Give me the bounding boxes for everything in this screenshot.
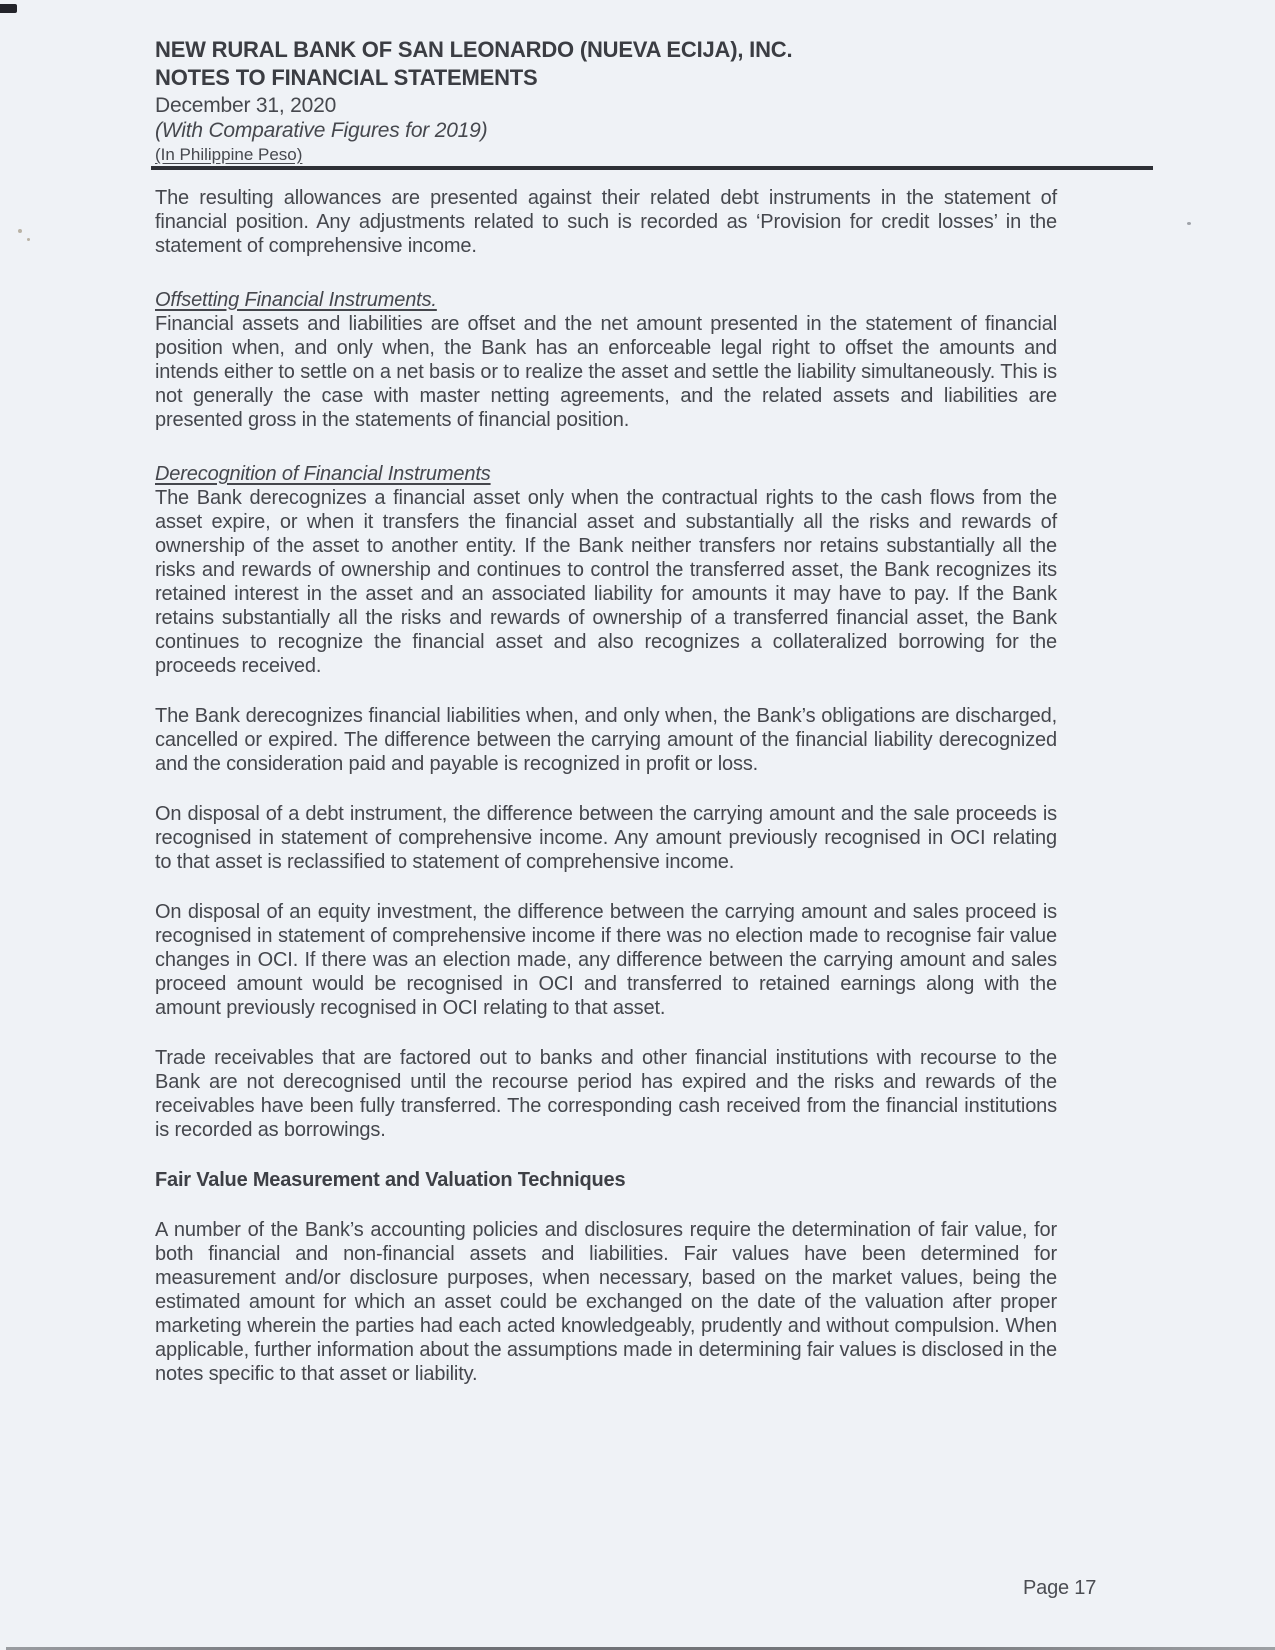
- body-paragraph: The Bank derecognizes financial liabilities when, and only when, the Bank’s obligations are discharged, cancelled or expired. The difference between the carrying amount of the financial liability derecognized and the consideration paid and payable is recognized in profit or loss.: [155, 705, 1057, 775]
- bank-name: NEW RURAL BANK OF SAN LEONARDO (NUEVA ECIJA), INC.: [155, 37, 793, 62]
- subsection-heading: Derecognition of Financial Instruments: [155, 463, 491, 485]
- comparative-figures-note: (With Comparative Figures for 2019): [155, 119, 488, 142]
- body-paragraph: Trade receivables that are factored out to banks and other financial institutions with recourse to the Bank are not derecognised until the recourse period has expired and the risks and rewards of the receivables have been fully transferred. The corresponding cash received from the financial institutions is recorded as borrowings.: [155, 1047, 1057, 1141]
- body-paragraph: A number of the Bank’s accounting policies and disclosures require the determination of fair value, for both financial and non-financial assets and liabilities. Fair values have been determined for measurement and/or disclosure purposes, when necessary, based on the market values, being the estimated amount for which an asset could be exchanged on the date of the valuation after proper marketing wherein the parties had each acted knowledgeably, prudently and without compulsion. When applicable, further information about the assumptions made in determining fair values is disclosed in the notes specific to that asset or liability.: [155, 1219, 1057, 1385]
- document-content: [155, 36, 1057, 1386]
- document-header: [155, 36, 1057, 170]
- scan-artifact-top-left: [0, 4, 17, 13]
- scan-speck: [27, 238, 30, 241]
- header-rule: [151, 166, 1153, 170]
- body-paragraph: The Bank derecognizes a financial asset only when the contractual rights to the cash flows from the asset expire, or when it transfers the financial asset and substantially all the risks and rewards of ownership of the asset to another entity. If the Bank neither transfers nor retains substantially all the risks and rewards of ownership and continues to control the transferred asset, the Bank recognizes its retained interest in the asset and an associated liability for amounts it may have to pay. If the Bank retains substantially all the risks and rewards of ownership of a transferred financial asset, the Bank continues to recognize the financial asset and also recognizes a collateralized borrowing for the proceeds received.: [155, 487, 1057, 677]
- scan-speck: [18, 229, 22, 233]
- body-paragraph: The resulting allowances are presented against their related debt instruments in the statement of financial position. Any adjustments related to such is recorded as ‘Provision for credit losses’ in the statement of comprehensive income.: [155, 187, 1057, 257]
- document-title: NOTES TO FINANCIAL STATEMENTS: [155, 65, 538, 90]
- body-paragraph: On disposal of a debt instrument, the difference between the carrying amount and the sale proceeds is recognised in statement of comprehensive income. Any amount previously recognised in OCI relating to that asset is reclassified to statement of comprehensive income.: [155, 803, 1057, 873]
- section-heading: Fair Value Measurement and Valuation Techniques: [155, 1169, 626, 1191]
- statement-date: December 31, 2020: [155, 94, 337, 117]
- body-paragraph: On disposal of an equity investment, the difference between the carrying amount and sales proceed is recognised in statement of comprehensive income if there was no election made to recognise fair value changes in OCI. If there was an election made, any difference between the carrying amount and sales proceed amount would be recognised in OCI and transferred to retained earnings along with the amount previously recognised in OCI relating to that asset.: [155, 901, 1057, 1019]
- page-number: Page 17: [1023, 1577, 1097, 1599]
- currency-note: (In Philippine Peso): [155, 145, 303, 164]
- body-paragraph: Financial assets and liabilities are offset and the net amount presented in the statement of financial position when, and only when, the Bank has an enforceable legal right to offset the amounts and intends either to settle on a net basis or to realize the asset and settle the liability simultaneously. This is not generally the case with master netting agreements, and the related assets and liabilities are presented gross in the statements of financial position.: [155, 313, 1057, 431]
- scan-speck: [1187, 222, 1191, 225]
- document-body: [155, 186, 1057, 1386]
- subsection-heading: Offsetting Financial Instruments.: [155, 289, 437, 311]
